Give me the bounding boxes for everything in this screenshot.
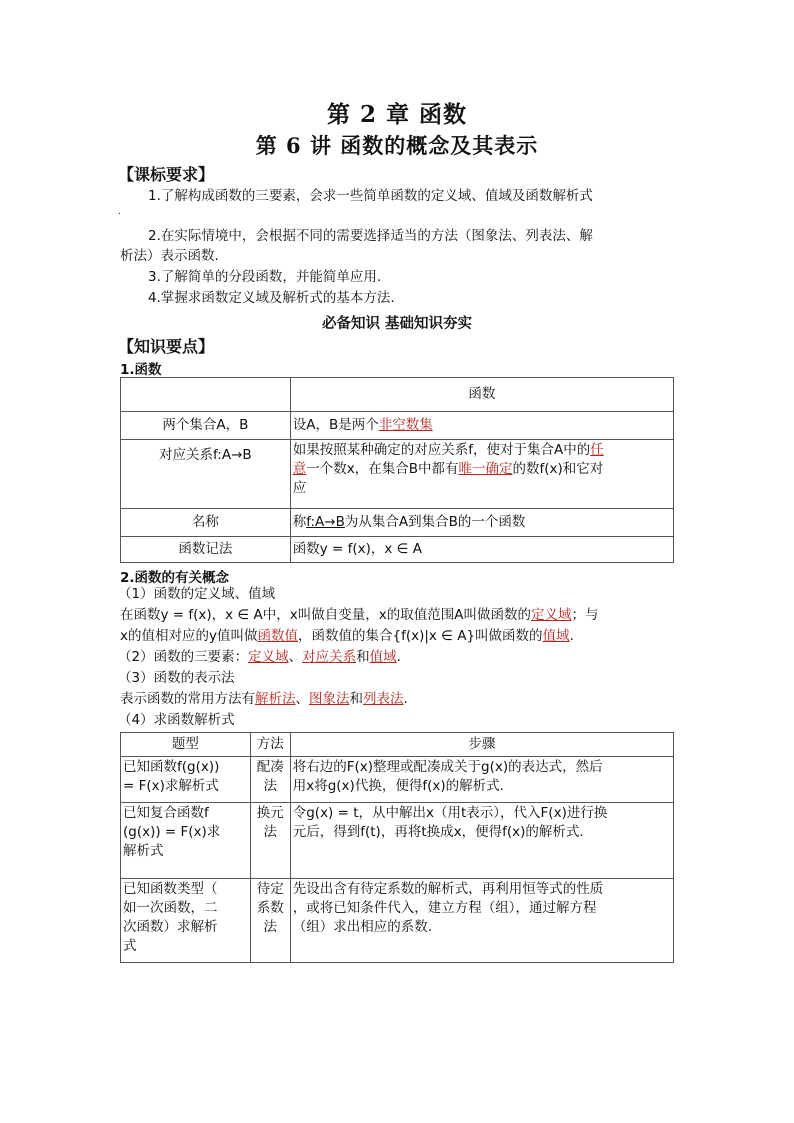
row-label-notation: 函数记法 xyxy=(121,537,291,563)
underlined-term: 任 xyxy=(590,442,604,458)
underlined-term: 定义域 xyxy=(530,607,572,623)
cell-text: 法 xyxy=(263,778,278,794)
header-type: 题型 xyxy=(121,733,251,757)
section-requirements-heading: 【课标要求】 xyxy=(118,165,215,184)
cell-text: 用x将g(x)代换，便得f(x)的解析式. xyxy=(292,778,504,794)
text: 、 xyxy=(295,691,309,707)
subsection-2-heading: 2.函数的有关概念 xyxy=(120,570,230,586)
concept-3-heading: （3）函数的表示法 xyxy=(118,670,235,686)
table-row xyxy=(121,757,674,803)
text: ；与 xyxy=(571,607,599,623)
underlined-term: 图象法 xyxy=(309,691,350,707)
underlined-term: 解析法 xyxy=(255,691,296,707)
cell-text: 解析式 xyxy=(123,843,164,859)
banner: 必备知识 基础知识夯实 xyxy=(321,316,473,332)
cell-text: (g(x)) = F(x)求 xyxy=(123,824,221,840)
method-cell xyxy=(250,757,290,803)
function-definition-table xyxy=(120,377,674,563)
chapter-title: 第 2 章 函数 xyxy=(326,101,468,128)
cell-text: 元后，得到f(t)，再将t换成x，便得f(x)的解析式. xyxy=(292,824,584,840)
subsection-1-heading: 1.函数 xyxy=(120,362,162,378)
text: ，函数值的集合{f(x)|x ∈ A}叫做函数的 xyxy=(297,628,543,644)
text: . xyxy=(569,628,574,644)
underlined-term: 函数值 xyxy=(257,628,298,644)
underlined-term: f:A→B xyxy=(306,514,345,530)
underlined-term: 定义域 xyxy=(248,649,289,665)
table-header-function: 函数 xyxy=(290,378,673,412)
lesson-title: 第 6 讲 函数的概念及其表示 xyxy=(255,133,539,158)
type-cell xyxy=(121,879,251,963)
row-label-name: 名称 xyxy=(121,509,291,537)
cell-text: 如一次函数，二 xyxy=(123,900,218,916)
cell-text: 一个数x，在集合B中都有 xyxy=(306,461,459,477)
table-row xyxy=(121,537,674,563)
cell-text: 设A，B是两个 xyxy=(292,417,379,433)
steps-cell xyxy=(290,803,673,879)
table-row xyxy=(121,378,674,412)
cell-text: 法 xyxy=(263,824,278,840)
cell-text: （组）求出相应的系数. xyxy=(292,919,433,935)
requirement-4: 4.掌握求函数定义域及解析式的基本方法. xyxy=(148,290,395,306)
text: （2）函数的三要素： xyxy=(118,649,249,665)
type-cell xyxy=(121,803,251,879)
underlined-term: 意 xyxy=(292,461,307,477)
text: 和 xyxy=(356,649,370,665)
steps-cell xyxy=(290,879,673,963)
concept-3-line xyxy=(120,689,408,709)
cell-text: 应 xyxy=(292,480,307,496)
table-row xyxy=(121,733,674,757)
header-steps: 步骤 xyxy=(290,733,673,757)
header-method: 方法 xyxy=(250,733,290,757)
requirement-2: 2.在实际情境中，会根据不同的需要选择适当的方法（图象法、列表法、解 xyxy=(148,228,593,244)
underlined-term: 列表法 xyxy=(363,691,404,707)
concept-1-line-1 xyxy=(120,605,598,625)
cell-text: 换元 xyxy=(256,805,284,821)
cell-text: 如果按照某种确定的对应关系f，使对于集合A中的 xyxy=(292,442,591,458)
text: 在函数y = f(x)，x ∈ A中，x叫做自变量，x的取值范围A叫做函数的 xyxy=(120,607,531,623)
row-label-sets: 两个集合A，B xyxy=(121,412,291,440)
cell-text: 待定 xyxy=(256,881,284,897)
underlined-term: 非空数集 xyxy=(378,417,433,433)
text: 和 xyxy=(349,691,363,707)
cell-text: 已知函数类型（ xyxy=(123,881,218,897)
table-row xyxy=(121,879,674,963)
method-cell xyxy=(250,879,290,963)
table-row xyxy=(121,412,674,440)
row-content-sets xyxy=(290,412,673,440)
cell-text: 已知函数f(g(x)) xyxy=(123,759,220,775)
cell-text: 将右边的F(x)整理或配凑成关于g(x)的表达式，然后 xyxy=(292,759,603,775)
cell-text: 已知复合函数f xyxy=(123,805,209,821)
cell-text: 为从集合A到集合B的一个函数 xyxy=(344,514,526,530)
text: x的值相对应的y值叫做 xyxy=(120,628,258,644)
row-label-mapping: 对应关系f:A→B xyxy=(121,440,291,509)
type-cell xyxy=(121,757,251,803)
requirement-1: 1.了解构成函数的三要素，会求一些简单函数的定义域、值域及函数解析式 xyxy=(148,188,593,204)
underlined-term: 唯一确定 xyxy=(458,461,513,477)
table-cell xyxy=(121,378,291,412)
underlined-term: 值域 xyxy=(542,628,570,644)
table-row xyxy=(121,509,674,537)
cell-text: 的数f(x)和它对 xyxy=(512,461,604,477)
row-content-notation: 函数y = f(x)，x ∈ A xyxy=(290,537,673,563)
cell-text: ，或将已知条件代入，建立方程（组），通过解方程 xyxy=(292,900,597,916)
underlined-term: 值域 xyxy=(369,649,397,665)
table-row xyxy=(121,803,674,879)
concept-1-line-2 xyxy=(120,626,574,646)
text: 、 xyxy=(288,649,303,665)
requirement-3: 3.了解简单的分段函数，并能简单应用. xyxy=(148,269,382,285)
text: . xyxy=(403,691,408,707)
table-row xyxy=(121,440,674,509)
cell-text: 称 xyxy=(292,514,307,530)
row-content-mapping xyxy=(290,440,673,509)
underlined-term: 对应关系 xyxy=(302,649,357,665)
cell-text: 先设出含有待定系数的解析式，再利用恒等式的性质 xyxy=(292,881,604,897)
cell-text: 系数 xyxy=(256,900,284,916)
text: 表示函数的常用方法有 xyxy=(120,691,255,707)
section-points-heading: 【知识要点】 xyxy=(118,337,215,356)
cell-text: 令g(x) = t，从中解出x（用t表示），代入F(x)进行换 xyxy=(292,805,608,821)
text: . xyxy=(396,649,401,665)
requirement-2-cont: 析法）表示函数. xyxy=(120,248,219,264)
cell-text: 式 xyxy=(123,938,137,954)
concept-1-heading: （1）函数的定义域、值域 xyxy=(118,586,276,602)
cell-text: 法 xyxy=(263,919,278,935)
cell-text: 次函数）求解析 xyxy=(123,919,218,935)
steps-cell xyxy=(290,757,673,803)
method-cell xyxy=(250,803,290,879)
analytic-expression-table xyxy=(120,732,674,963)
cell-text: = F(x)求解析式 xyxy=(123,778,219,794)
concept-2 xyxy=(118,647,401,667)
requirement-1-end: . xyxy=(118,207,121,217)
concept-4-heading: （4）求函数解析式 xyxy=(118,712,235,728)
cell-text: 配凑 xyxy=(256,759,284,775)
row-content-name xyxy=(290,509,673,537)
